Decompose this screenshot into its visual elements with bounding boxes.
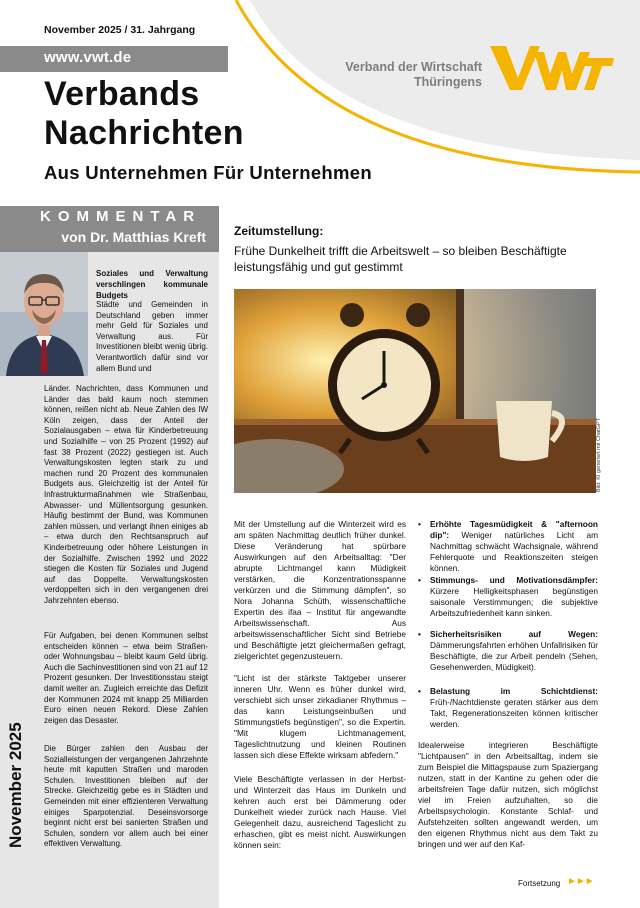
kommentar-lede: Soziales und Verwaltung verschlingen kommunale Budgets <box>96 269 208 300</box>
kommentar-paragraph: Länder. Nachrichten, dass Kommunen und Länder das bald kaum noch stemmen können, reißen nicht ab. Neue Zahlen des IW Köln zeigen, dass der Anteil der Sozialausgaben – etwa für Kinderbetreuung und Sozialhilfe – von 25 Prozent (1992) auf fast 38 Prozent (2022) gestiegen ist. Auch Verwaltungskosten legten stark zu und machen rund 20 Prozent des kommunalen Budgets aus. Gleichzeitig ist der Anteil für Infrastrukturmaßnahmen wie Straßenbau, Abwasser- und Müllentsorgung gesunken. Häufig bestimmt der Bund, was Kommunen zahlen müssen, und verlangt ihnen einiges ab – etwa durch den Rechtsanspruch auf Kinderbetreuung oder höhere Leistungen in der Sozialhilfe. Zwischen 1992 und 2022 stiegen die Kosten für Soziales und Jugend auf das Doppelte. Verwaltungskosten verdoppelten sich in den vergangenen drei Jahrzehnten ebenso. <box>44 384 208 605</box>
org-name-line1: Verband der Wirtschaft <box>345 60 482 74</box>
kommentar-label: KOMMENTAR <box>40 208 202 225</box>
list-item-text: Weniger natürliches Licht am Nachmittag schwächt Wachsignale, während Fehlerquote und Reaktionszeiten steigen können. <box>430 530 598 573</box>
list-item-title: Sicherheitsrisiken auf Wegen: <box>430 629 598 639</box>
vertical-date <box>6 722 36 850</box>
masthead-title-line2: Nachrichten <box>44 114 244 152</box>
article-label: Zeitumstellung: <box>234 224 324 238</box>
article-paragraph: Mit der Umstellung auf die Winterzeit wird es am späten Nachmittag deutlich früher dunkel. Diese Veränderung hat spürbare Auswirkungen auf den Arbeitsalltag: "Der abrupte Lichtmangel kann Müdigkeit verstärken, die Konzentrationsspanne verkürzen und die Stimmung dämpfen", so Nora Johanna Schüth, wissenschaftliche Expertin des ifaa – Institut für angewandte Arbeitswissenschaft. Aus arbeitswissenschaftlicher Sicht sind Betriebe und Beschäftigte jetzt gleichermaßen gefragt, zielgerichtet gegenzusteuern. <box>234 519 406 661</box>
issue-date: November 2025 / 31. Jahrgang <box>44 24 196 36</box>
alarm-clock-photo <box>234 289 596 493</box>
list-item <box>418 686 598 730</box>
kommentar-paragraph: Die Bürger zahlen den Ausbau der Sozialleistungen der vergangenen Jahrzehnte heute mit kaputten Straßen und maroden Schulen. Investitionen bleiben auf der Strecke. Gleichzeitig gebe es in Städten und Gemeinden mit einer effizienteren Verwaltung einiges Sparpotenzial. Deseinsvorsorge beginnt nicht erst bei sanierten Straßen und Schulen, sondern vor allem auch bei einer effektiven Verwaltung. <box>44 744 208 849</box>
masthead-subtitle: Aus Unternehmen Für Unternehmen <box>44 162 372 183</box>
list-item <box>418 575 598 619</box>
image-credit-text: Bild: KI generiert mit ChatGPT <box>596 418 602 492</box>
image-credit <box>596 418 608 492</box>
list-item-title: Stimmungs- und Motivationsdämpfer: <box>430 575 598 585</box>
continue-arrows-icon: ►►► <box>567 876 594 887</box>
kommentar-paragraph: Städte und Gemeinden in Deutschland geben immer mehr Geld für Soziales und Verwaltung aus. Für Investitionen bleibt wenig übrig. Verantwortlich dafür sind vor allem Bund und <box>96 300 208 373</box>
masthead-title-line1: Verbands <box>44 75 200 113</box>
continued-label[interactable]: Fortsetzung <box>518 879 561 888</box>
list-item-text: Früh-/Nachtdienste geraten stärker aus dem Takt, Regenerationszeiten können kritischer werden. <box>430 697 598 729</box>
list-item-text: Kürzere Helligkeitsphasen begünstigen saisonale Verstimmungen; die subjektive Arbeitszufriedenheit kann sinken. <box>430 586 598 618</box>
author-portrait <box>0 252 88 376</box>
list-item <box>418 519 598 574</box>
org-name-line2: Thüringens <box>413 75 482 89</box>
list-item <box>418 629 598 673</box>
vertical-date-text: November 2025 <box>6 722 25 848</box>
kommentar-paragraph: Für Aufgaben, bei denen Kommunen selbst entscheiden können – etwa beim Straßen- oder Wohnungsbau – bleibt kaum Geld übrig. Auch die Sachinvestitionen sind von 21 auf 12 Prozent gesunken. Der Investitionsstau steigt damit weiter an. Zugleich erreichte das Defizit der Kommunen 2024 mit knapp 25 Milliarden Euro einen neuen Rekord. Diese Zahlen zeigen das Desaster. <box>44 631 208 725</box>
list-item-title: Erhöhte Tagesmüdigkeit & "afternoon dip": <box>430 519 598 540</box>
list-item-title: Belastung im Schichtdienst: <box>430 686 598 696</box>
article-paragraph: "Licht ist der stärkste Taktgeber unserer inneren Uhr. Wenn es früher dunkel wird, verschiebt sich unser zirkadianer Rhythmus – das kann Leistungseinbußen und Stimmungstiefs begünstigen", so die Expertin. "Mit klugem Lichtmanagement, Tageslichtnutzung und kleinen Routinen lassen sich diese Effekte wirksam abfedern." <box>234 673 406 760</box>
website-link[interactable]: www.vwt.de <box>44 49 132 66</box>
vwt-logo <box>486 40 618 96</box>
kommentar-author: von Dr. Matthias Kreft <box>61 229 206 245</box>
article-paragraph: Idealerweise integrieren Beschäftigte "Lichtpausen" in den Arbeitsalltag, indem sie zum Beispiel die Mittagspause zum Spaziergang nutzen, statt in der Kantine zu gehen oder die arbeitsfreien Tage dafür nutzen, sich möglichst viel im Freien aufzuhalten, so die Arbeitspsychologin. Konstante Schlaf- und Aufstehzeiten sollten angewandt werden, um den eigenen Rhythmus nicht aus dem Takt zu bringen und wer auf den Kaf- <box>418 740 598 849</box>
article-paragraph: Viele Beschäftigte verlassen in der Herbst- und Winterzeit das Haus im Dunkeln und kehren auch erst bei Dämmerung oder Dunkelheit wieder zurück nach Hause. Viel Gelegenheit dazu, ausreichend Tageslicht zu erhaschen, gibt es meist nicht. Auswirkungen können sein: <box>234 774 406 850</box>
list-item-text: Dämmerungsfahrten erhöhen Unfallrisiken für Beschäftigte, die zur Arbeit pendeln (Sehen, Gesehenwerden, Müdigkeit). <box>430 640 598 672</box>
article-headline: Frühe Dunkelheit trifft die Arbeitswelt – so bleiben Beschäftigte leistungsfähig und gut gestimmt <box>234 244 567 274</box>
